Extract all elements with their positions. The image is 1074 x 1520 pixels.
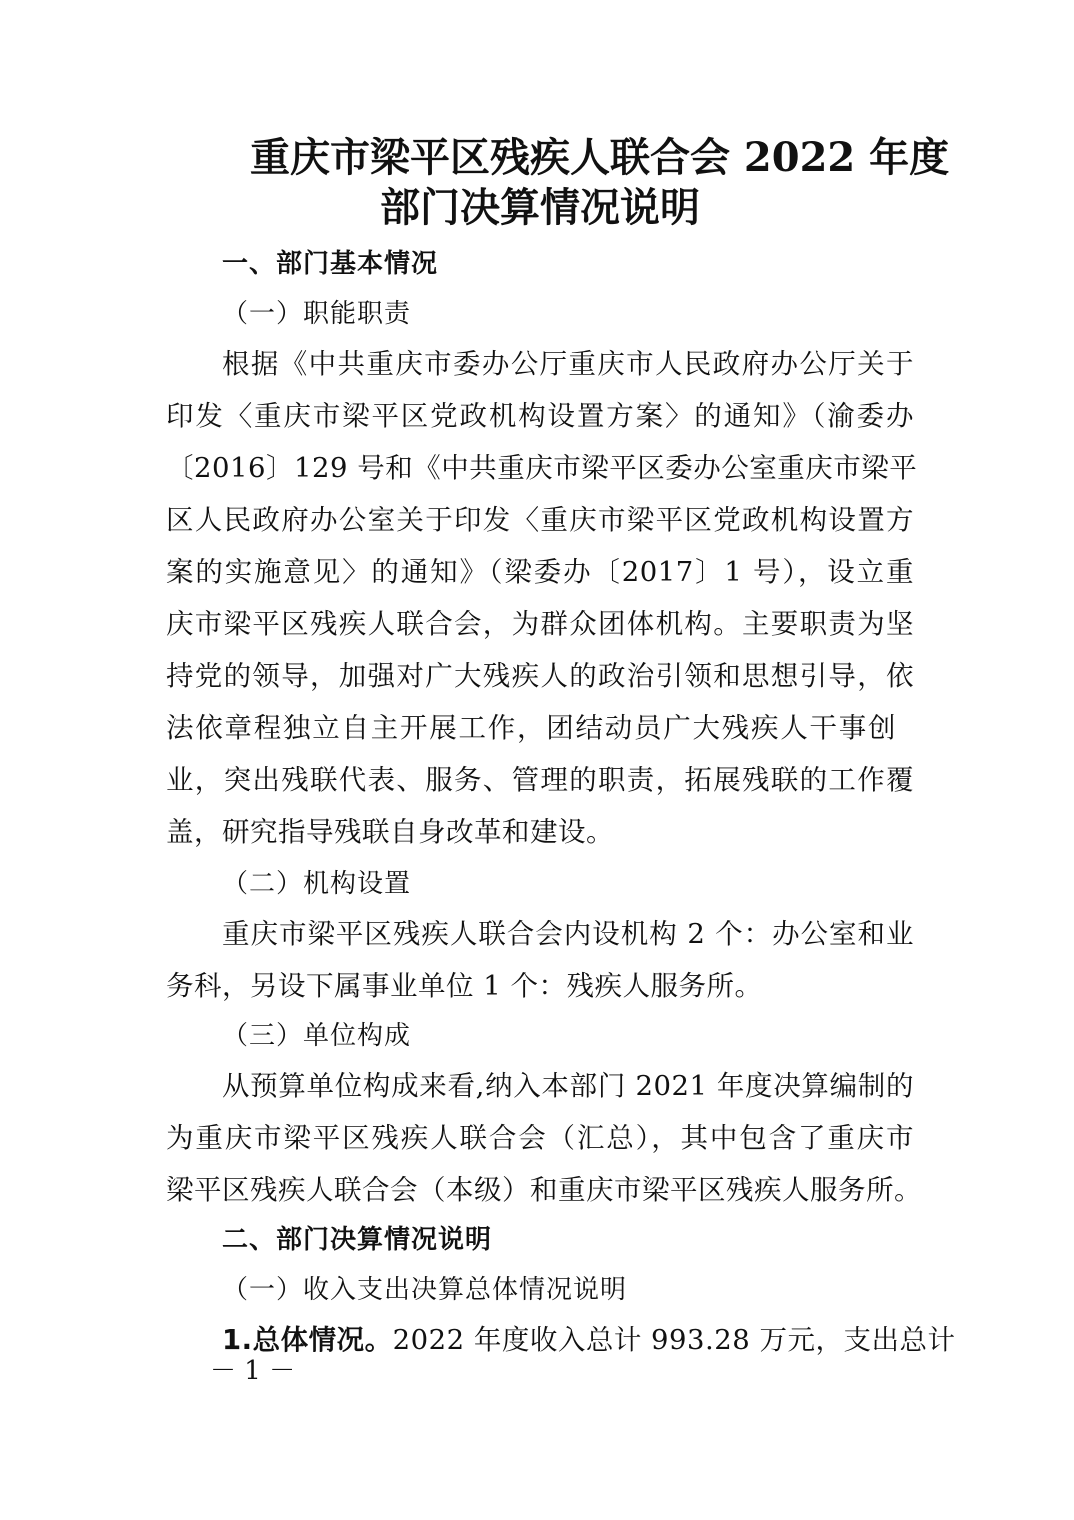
paragraph-line: 盖，研究指导残联自身改革和建设。 <box>166 816 614 848</box>
section-2-sub-1-heading: （一）收入支出决算总体情况说明 <box>222 1275 628 1305</box>
section-2-heading: 二、部门决算情况说明 <box>222 1225 493 1255</box>
paragraph-line: 印发〈重庆市梁平区党政机构设置方案〉的通知》（渝委办 <box>166 400 914 432</box>
paragraph-line: 法依章程独立自主开展工作，团结动员广大残疾人干事创 <box>166 712 896 744</box>
paragraph-line: 务科，另设下属事业单位 1 个：残疾人服务所。 <box>166 970 763 1002</box>
section-1-sub-1-heading: （一）职能职责 <box>222 299 412 329</box>
paragraph-line <box>222 1320 956 1360</box>
page-number: － 1 － <box>210 1356 296 1386</box>
section-1-heading: 一、部门基本情况 <box>222 249 439 279</box>
document-title-line-2: 部门决算情况说明 <box>380 184 700 231</box>
paragraph-line: 案的实施意见〉的通知》（梁委办〔2017〕1 号），设立重 <box>166 556 914 588</box>
paragraph-line: 梁平区残疾人联合会（本级）和重庆市梁平区残疾人服务所。 <box>166 1174 922 1206</box>
paragraph-line: 业，突出残联代表、服务、管理的职责，拓展残联的工作覆 <box>166 764 914 796</box>
paragraph-text: 2022 年度收入总计 993.28 万元，支出总计 <box>392 1324 956 1356</box>
paragraph-line: 从预算单位构成来看,纳入本部门 2021 年度决算编制的 <box>222 1070 914 1102</box>
paragraph-line: 根据《中共重庆市委办公厅重庆市人民政府办公厅关于 <box>222 348 914 380</box>
paragraph-line: 重庆市梁平区残疾人联合会内设机构 2 个：办公室和业 <box>222 918 914 950</box>
paragraph-line: 为重庆市梁平区残疾人联合会（汇总），其中包含了重庆市 <box>166 1122 914 1154</box>
paragraph-line: 区人民政府办公室关于印发〈重庆市梁平区党政机构设置方 <box>166 504 914 536</box>
section-1-sub-2-heading: （二）机构设置 <box>222 869 412 899</box>
paragraph-line: 持党的领导，加强对广大残疾人的政治引领和思想引导，依 <box>166 660 914 692</box>
paragraph-lead: 1.总体情况。 <box>222 1324 393 1356</box>
document-title-line-1: 重庆市梁平区残疾人联合会 2022 年度 <box>250 134 950 181</box>
paragraph-line: 庆市梁平区残疾人联合会，为群众团体机构。主要职责为坚 <box>166 608 914 640</box>
section-1-sub-3-heading: （三）单位构成 <box>222 1021 412 1051</box>
paragraph-line: 〔2016〕129 号和《中共重庆市梁平区委办公室重庆市梁平 <box>166 452 918 484</box>
